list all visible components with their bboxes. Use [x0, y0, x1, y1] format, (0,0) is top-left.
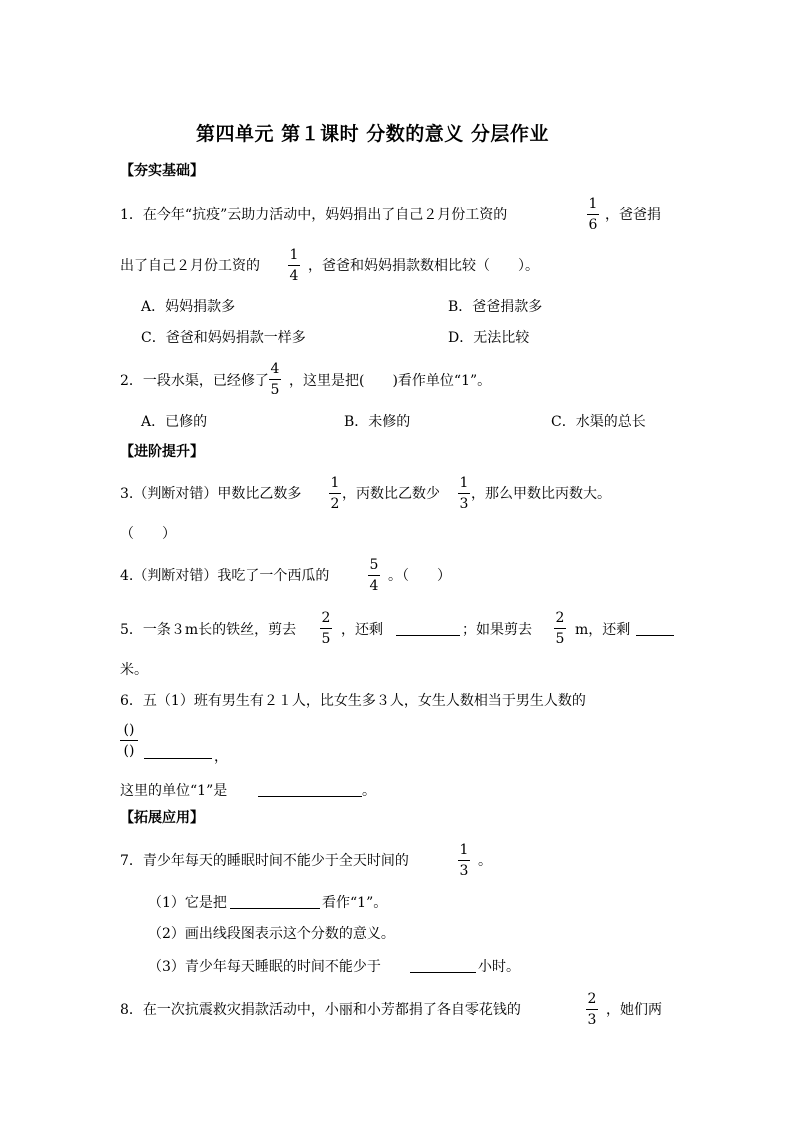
fraction-denominator: 3	[459, 496, 469, 512]
fraction-denominator: 5	[270, 382, 280, 398]
fraction-denominator: 6	[588, 217, 598, 233]
q3-text: 3.（判断对错）甲数比乙数多	[120, 486, 302, 502]
q7-sub2-text: （2）画出线段图表示这个分数的意义。	[148, 926, 395, 942]
fraction-numerator: ()	[123, 722, 135, 738]
fraction-bar	[458, 860, 470, 861]
q7-answer-blank-1[interactable]	[230, 893, 320, 909]
q7-answer-blank-2[interactable]	[410, 957, 476, 973]
fraction-numerator: 2	[587, 991, 597, 1007]
fraction-denominator: 4	[289, 268, 299, 284]
fraction-numerator: 1	[330, 475, 340, 491]
page-title: 第四单元 第１课时 分数的意义 分层作业	[196, 123, 549, 145]
fraction-denominator: 3	[459, 863, 469, 879]
q5-text-remain: ，还剩	[341, 622, 383, 638]
q7-text: 7．青少年每天的睡眠时间不能少于全天时间的	[120, 853, 409, 869]
fraction-bar	[329, 493, 341, 494]
q5-unit: 米。	[120, 662, 148, 678]
fraction-bar	[458, 493, 470, 494]
q7-period: 。	[478, 853, 492, 869]
q7-sub1-tail: 看作“1”。	[322, 895, 388, 911]
q3-text-tail: ，那么甲数比丙数大。	[471, 486, 611, 502]
q2-option-b: B．未修的	[344, 414, 411, 430]
section-heading-extension: 【拓展应用】	[120, 810, 204, 826]
fraction-bar	[269, 379, 281, 380]
fraction-bar	[587, 214, 599, 215]
fraction-numerator: 5	[369, 557, 379, 573]
fraction-denominator: 4	[369, 578, 379, 594]
fraction-denominator: 5	[555, 631, 565, 647]
q7-sub3-text: （3）青少年每天睡眠的时间不能少于	[148, 959, 381, 975]
q6-period: 。	[362, 783, 376, 799]
fraction-denominator: ()	[123, 743, 135, 759]
q6-text: 6．五（1）班有男生有２１人，比女生多３人，女生人数相当于男生人数的	[120, 693, 586, 709]
q2-text-tail: ，这里是把( )看作单位“1”。	[289, 373, 492, 389]
q2-option-a: A．已修的	[141, 414, 208, 430]
q1-line2-tail: ，爸爸和妈妈捐款数相比较（ ）。	[308, 258, 539, 274]
fraction-numerator: 2	[321, 610, 331, 626]
q3-answer-paren: （ ）	[120, 526, 176, 542]
q1-fraction-2	[287, 247, 301, 284]
q5-answer-blank-1[interactable]	[396, 620, 460, 636]
fraction-numerator: 4	[270, 361, 280, 377]
section-heading-basic: 【夯实基础】	[120, 163, 204, 179]
q3-fraction-2	[457, 475, 471, 512]
q3-text-mid: ，丙数比乙数少	[342, 486, 440, 502]
q1-line2-text: 出了自己２月份工资的	[120, 258, 260, 274]
fraction-numerator: 1	[459, 475, 469, 491]
q6-answer-blank-1[interactable]	[144, 743, 212, 759]
fraction-numerator: 1	[459, 842, 469, 858]
q4-text: 4.（判断对错）我吃了一个西瓜的	[120, 568, 330, 584]
fraction-denominator: 3	[587, 1012, 597, 1028]
q1-line1-text: 1．在今年“抗疫”云助力活动中，妈妈捐出了自己２月份工资的	[120, 207, 508, 223]
section-heading-advanced: 【进阶提升】	[120, 444, 204, 460]
q5-text-m: m，还剩	[575, 622, 631, 638]
fraction-bar	[288, 265, 300, 266]
fraction-denominator: 2	[330, 496, 340, 512]
q6-answer-blank-2[interactable]	[258, 781, 362, 797]
q4-text-tail: 。（ ）	[388, 568, 451, 584]
q5-text: 5．一条３m长的铁丝，剪去	[120, 622, 297, 638]
q2-text: 2．一段水渠，已经修了	[120, 373, 269, 389]
q7-sub1-text: （1）它是把	[148, 895, 227, 911]
q8-text: 8．在一次抗震救灾捐款活动中，小丽和小芳都捐了各自零花钱的	[120, 1002, 521, 1018]
q4-fraction	[367, 557, 381, 594]
fraction-bar	[586, 1009, 598, 1010]
q7-fraction	[457, 842, 471, 879]
q2-option-c: C．水渠的总长	[551, 414, 646, 430]
q8-text-tail: ，她们两	[606, 1002, 662, 1018]
q5-fraction-1	[319, 610, 333, 647]
q1-line1-tail: ，爸爸捐	[605, 207, 661, 223]
q6-comma: ，	[214, 749, 228, 765]
q8-fraction	[585, 991, 599, 1028]
q5-fraction-2	[553, 610, 567, 647]
q6-unit-text: 这里的单位“1”是	[120, 783, 228, 799]
q1-option-b: B．爸爸捐款多	[448, 299, 543, 315]
q5-answer-blank-2[interactable]	[636, 620, 674, 636]
q5-text-if: ；如果剪去	[462, 622, 532, 638]
q1-option-d: D．无法比较	[448, 330, 530, 346]
fraction-numerator: 1	[588, 196, 598, 212]
q1-fraction-1	[586, 196, 600, 233]
fraction-denominator: 5	[321, 631, 331, 647]
q6-fraction-blank	[120, 722, 138, 759]
q3-fraction-1	[328, 475, 342, 512]
fraction-bar	[320, 628, 332, 629]
fraction-numerator: 2	[555, 610, 565, 626]
q1-option-a: A．妈妈捐款多	[141, 299, 236, 315]
q2-fraction	[268, 361, 282, 398]
q7-sub3-tail: 小时。	[478, 959, 520, 975]
fraction-bar	[554, 628, 566, 629]
q1-option-c: C．爸爸和妈妈捐款一样多	[141, 330, 306, 346]
fraction-numerator: 1	[289, 247, 299, 263]
fraction-bar	[368, 575, 380, 576]
fraction-bar	[120, 740, 138, 741]
